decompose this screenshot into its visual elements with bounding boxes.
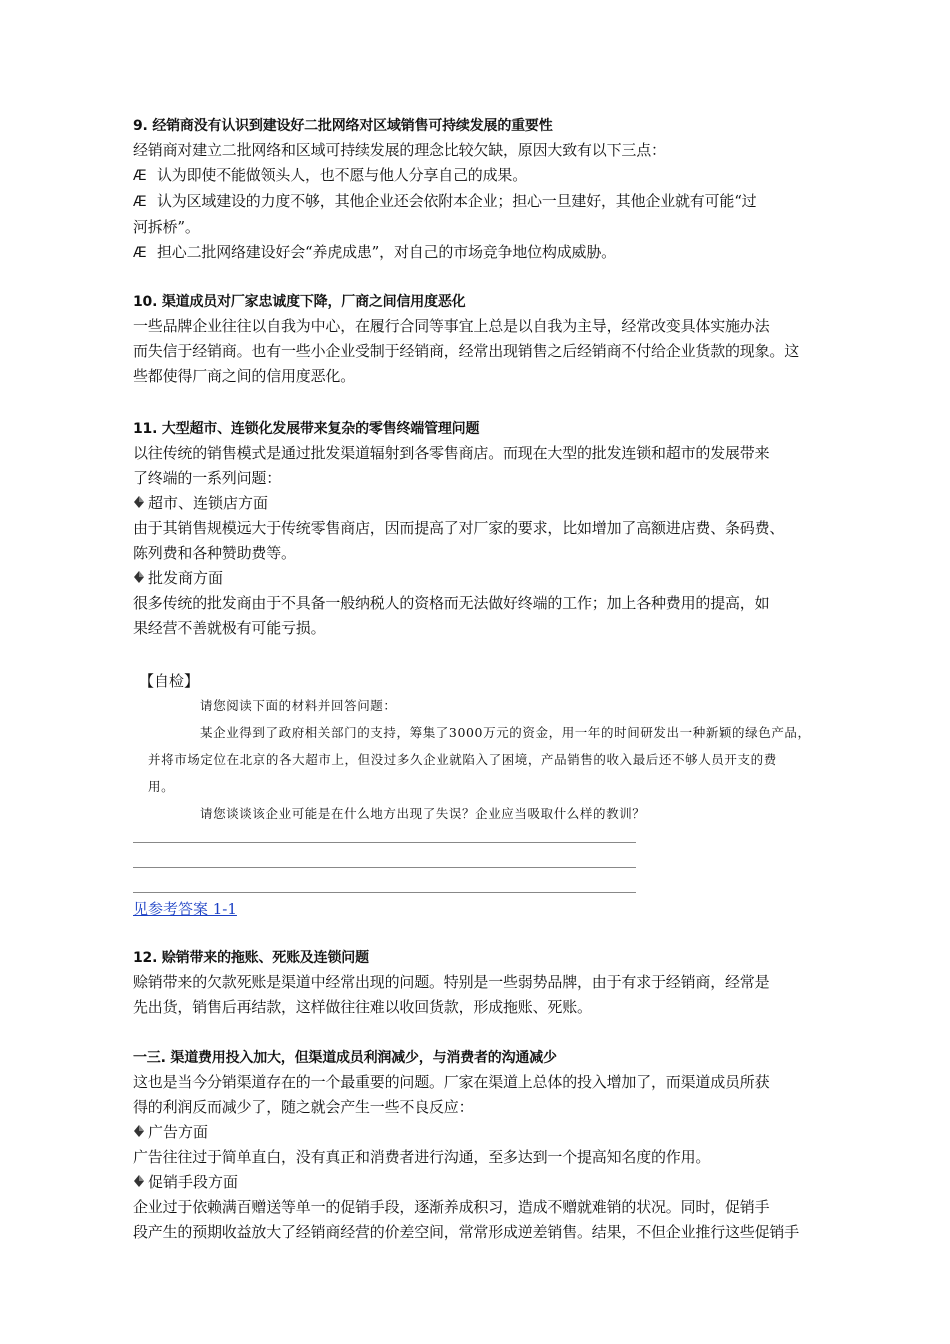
section-13-sub-2-line-1: 企业过于依赖满百赠送等单一的促销手段，逐渐养成积习，造成不赠就难销的状况。同时，促销手 bbox=[133, 1198, 770, 1216]
section-9-intro: 经销商对建立二批网络和区域可持续发展的理念比较欠缺，原因大致有以下三点： bbox=[133, 141, 666, 159]
section-13-line-2: 得的利润反而减少了，随之就会产生一些不良反应： bbox=[133, 1098, 474, 1116]
section-13-sub-2-line-2: 段产生的预期收益放大了经销商经营的价差空间，常常形成逆差销售。结果，不但企业推行这些促销手 bbox=[133, 1223, 800, 1241]
bullet-marker: Æ bbox=[133, 168, 147, 184]
section-12-line-1: 赊销带来的欠款死账是渠道中经常出现的问题。特别是一些弱势品牌，由于有求于经销商，经常是 bbox=[133, 973, 770, 991]
quiz-body bbox=[133, 693, 863, 827]
section-9-heading: 9. 经销商没有认识到建设好二批网络对区域销售可持续发展的重要性 bbox=[133, 118, 553, 134]
section-13-line-1: 这也是当今分销渠道存在的一个最重要的问题。厂家在渠道上总体的投入增加了，而渠道成员所获 bbox=[133, 1073, 770, 1091]
quiz-case-line-2: 并将市场定位在北京的各大超市上，但没过多久企业就陷入了困境，产品销售的收入最后还不够人员开支的费 bbox=[148, 752, 777, 767]
diamond-bullet-icon bbox=[133, 570, 145, 584]
section-10-heading: 10. 渠道成员对厂家忠诚度下降，厂商之间信用度恶化 bbox=[133, 294, 466, 310]
diamond-bullet-icon bbox=[133, 495, 145, 509]
section-11-sub-2-line-2: 果经营不善就极有可能亏损。 bbox=[133, 619, 326, 637]
quiz-prompt: 请您阅读下面的材料并回答问题： bbox=[200, 698, 397, 713]
section-9-bullet-2: Æ 认为区域建设的力度不够，其他企业还会依附本企业；担心一旦建好，其他企业就有可能“过 bbox=[133, 189, 863, 215]
section-13-sub-2: 促销手段方面 bbox=[133, 1170, 863, 1195]
section-13-sub-1: 广告方面 bbox=[133, 1120, 863, 1145]
diamond-bullet-icon bbox=[133, 1124, 145, 1138]
quiz-title: 【自检】 bbox=[139, 672, 200, 690]
section-9-bullet-3: Æ 担心二批网络建设好会“养虎成患”，对自己的市场竞争地位构成威胁。 bbox=[133, 240, 863, 266]
bullet-marker: Æ bbox=[133, 194, 147, 210]
section-13-heading: 一三. 渠道费用投入加大，但渠道成员利润减少，与消费者的沟通减少 bbox=[133, 1050, 557, 1066]
section-10-line-3: 些都使得厂商之间的信用度恶化。 bbox=[133, 367, 356, 385]
diamond-bullet-icon bbox=[133, 1174, 145, 1188]
section-11-line-2: 了终端的一系列问题： bbox=[133, 469, 282, 487]
section-13-sub-1-line-1: 广告往往过于简单直白，没有真正和消费者进行沟通，至多达到一个提高知名度的作用。 bbox=[133, 1148, 711, 1166]
quiz-case-line-1: 某企业得到了政府相关部门的支持，筹集了3000万元的资金，用一年的时间研发出一种新颖的绿色产品， bbox=[200, 725, 811, 740]
section-11-sub-1-line-1: 由于其销售规模远大于传统零售商店，因而提高了对厂家的要求，比如增加了高额进店费、条码费、 bbox=[133, 519, 785, 537]
section-11-heading: 11. 大型超市、连锁化发展带来复杂的零售终端管理问题 bbox=[133, 421, 480, 437]
answer-reference-link[interactable]: 见参考答案 1-1 bbox=[133, 900, 237, 918]
document-page bbox=[133, 114, 863, 1245]
section-11-sub-2: 批发商方面 bbox=[133, 566, 863, 591]
section-12-heading: 12. 赊销带来的拖账、死账及连锁问题 bbox=[133, 950, 369, 966]
quiz-question: 请您谈谈该企业可能是在什么地方出现了失误？企业应当吸取什么样的教训？ bbox=[200, 806, 646, 821]
section-11-sub-2-line-1: 很多传统的批发商由于不具备一般纳税人的资格而无法做好终端的工作；加上各种费用的提高，如 bbox=[133, 594, 770, 612]
section-11-sub-1-line-2: 陈列费和各种赞助费等。 bbox=[133, 544, 296, 562]
section-10-line-2: 而失信于经销商。也有一些小企业受制于经销商，经常出现销售之后经销商不付给企业货款的现象。这 bbox=[133, 342, 800, 360]
section-10-line-1: 一些品牌企业往往以自我为中心，在履行合同等事宜上总是以自我为主导，经常改变具体实施办法 bbox=[133, 317, 770, 335]
section-12-line-2: 先出货，销售后再结款，这样做往往难以收回货款，形成拖账、死账。 bbox=[133, 998, 592, 1016]
quiz-case-line-3: 用。 bbox=[148, 779, 175, 794]
section-11-sub-1: 超市、连锁店方面 bbox=[133, 491, 863, 516]
section-9-bullet-1: Æ 认为即使不能做领头人，也不愿与他人分享自己的成果。 bbox=[133, 163, 863, 189]
section-11-line-1: 以往传统的销售模式是通过批发渠道辐射到各零售商店。而现在大型的批发连锁和超市的发展带来 bbox=[133, 444, 770, 462]
section-9-bullet-2-cont: 河拆桥”。 bbox=[133, 218, 200, 236]
bullet-marker: Æ bbox=[133, 245, 147, 261]
